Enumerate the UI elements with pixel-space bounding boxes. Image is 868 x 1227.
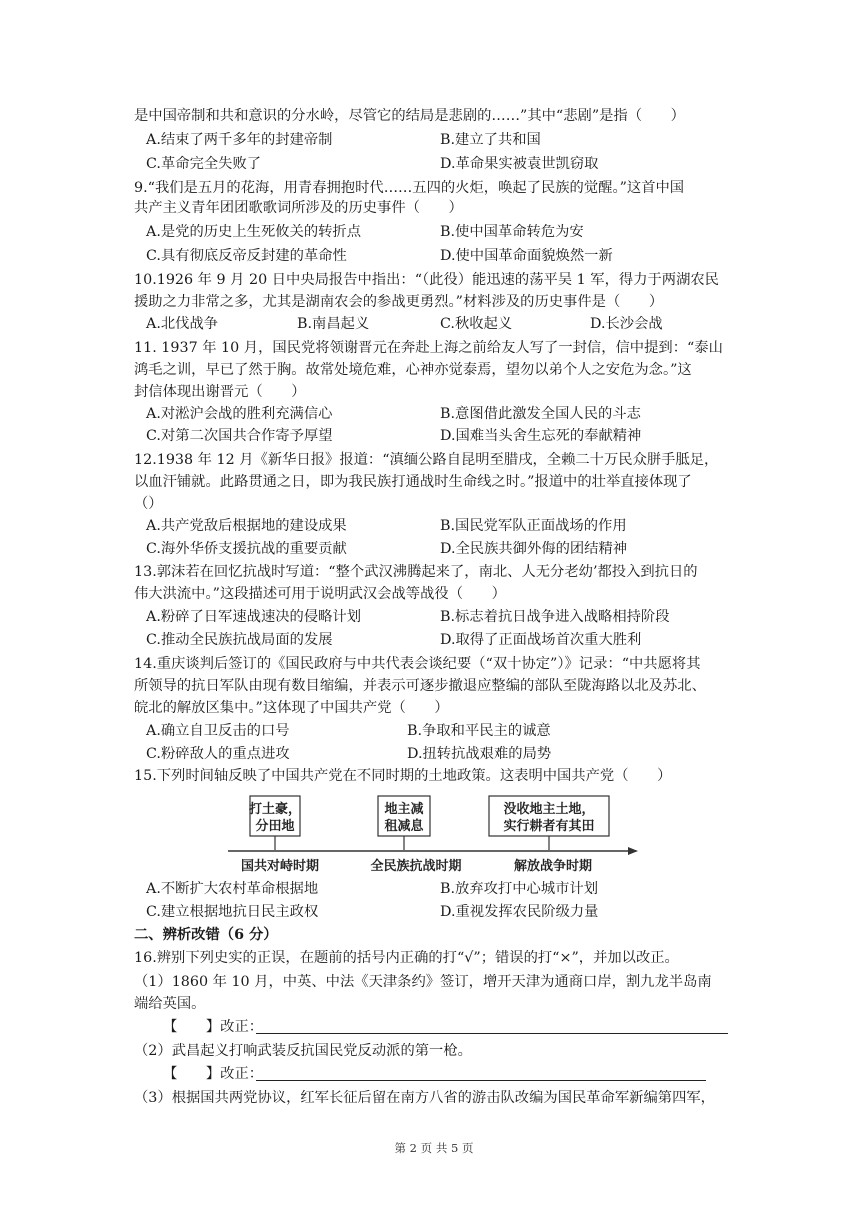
q12-option-a: A.共产党敌后根据地的建设成果 — [146, 518, 347, 534]
q11-option-d: D.国难当头舍生忘死的奉献精神 — [440, 428, 642, 444]
timeline-box-1-line-1: 打土豪， — [248, 802, 302, 817]
q16-2-answer-line[interactable] — [256, 1080, 706, 1081]
q11-option-c: C.对第二次国共合作寄予厚望 — [146, 428, 333, 444]
q9-stem-1: 9.“我们是五月的花海，用青春拥抱时代……五四的火炬，唤起了民族的觉醒。”这首中国 — [134, 180, 685, 196]
q16-2-answer-label: 【 】改正： — [163, 1066, 264, 1082]
page-footer: 第 2 页 共 5 页 — [394, 1141, 474, 1155]
section-2-heading: 二、辨析改错（6 分） — [134, 927, 278, 943]
q11-stem-3: 封信体现出谢晋元（ ） — [134, 384, 306, 400]
q10-option-c: C.秋收起义 — [440, 316, 513, 332]
q15-stem: 15.下列时间轴反映了中国共产党在不同时期的土地政策。这表明中国共产党（ ） — [134, 768, 672, 784]
q8-option-a: A.结束了两千多年的封建帝制 — [146, 132, 333, 148]
q15-option-d: D.重视发挥农民阶级力量 — [440, 904, 599, 920]
q12-option-d: D.全民族共御外侮的团结精神 — [440, 541, 628, 557]
q13-option-c: C.推动全民族抗战局面的发展 — [146, 632, 333, 648]
q13-stem-2: 伟大洪流中。”这段描述可用于说明武汉会战等战役（ ） — [134, 586, 506, 602]
q16-2-stem: （2）武昌起义打响武装反抗国民党反动派的第一枪。 — [134, 1043, 472, 1059]
q11-option-a: A.对淞沪会战的胜利充满信心 — [146, 406, 333, 422]
q14-stem-2: 所领导的抗日军队由现有数目缩编，并表示可逐步撤退应整编的部队至陇海路以北及苏北、 — [134, 678, 706, 694]
q9-stem-2: 共产主义青年团团歌歌词所涉及的历史事件（ ） — [134, 200, 463, 216]
q8-option-b: B.建立了共和国 — [440, 132, 541, 148]
q13-option-d: D.取得了正面战场首次重大胜利 — [440, 632, 642, 648]
q16-3-stem: （3）根据国共两党协议，红军长征后留在南方八省的游击队改编为国民革命军新编第四军， — [134, 1090, 715, 1106]
q11-stem-1: 11. 1937 年 10 月，国民党将领谢晋元在奔赴上海之前给友人写了一封信，信中提到：“泰山 — [134, 340, 723, 356]
q10-stem-1: 10.1926 年 9 月 20 日中央局报告中指出：“（此役）能迅速的荡平吴 1 军，得力于两湖农民 — [134, 272, 719, 288]
q10-option-b: B.南昌起义 — [297, 316, 370, 332]
q16-1-stem-2: 端给英国。 — [134, 996, 206, 1012]
timeline-box-3-line-1: 没收地主土地， — [503, 802, 595, 817]
q11-option-b: B.意图借此激发全国人民的斗志 — [440, 406, 641, 422]
q16-1-answer-line[interactable] — [256, 1033, 728, 1034]
q16-1-answer-label: 【 】改正： — [163, 1019, 264, 1035]
q14-option-b: B.争取和平民主的诚意 — [407, 723, 551, 739]
q12-option-b: B.国民党军队正面战场的作用 — [440, 518, 627, 534]
q10-stem-2: 援助之力非常之多，尤其是湖南农会的参战更勇烈。”材料涉及的历史事件是（ ） — [134, 294, 664, 310]
q16-1-stem-1: （1）1860 年 10 月，中英、中法《天津条约》签订，增开天津为通商口岸，割九龙半岛南 — [134, 974, 712, 990]
q10-option-d: D.长沙会战 — [590, 316, 663, 332]
q8-option-d: D.革命果实被袁世凯窃取 — [440, 156, 599, 172]
q12-option-c: C.海外华侨支援抗战的重要贡献 — [146, 541, 347, 557]
q12-stem-3: （） — [134, 496, 163, 512]
q9-option-b: B.使中国革命转危为安 — [440, 224, 584, 240]
q14-stem-1: 14.重庆谈判后签订的《国民政府与中共代表会谈纪要（“双十协定”）》记录：“中共愿将其 — [134, 656, 701, 672]
q14-stem-3: 皖北的解放区集中。”这体现了中国共产党（ ） — [134, 700, 449, 716]
q13-option-a: A.粉碎了日军速战速决的侵略计划 — [146, 609, 362, 625]
timeline-box-3-line-2: 实行耕者有其田 — [503, 819, 595, 834]
q16-stem: 16.辨别下列史实的正误，在题前的括号内正确的打“√”；错误的打“×”，并加以改正。 — [134, 950, 679, 966]
q9-option-c: C.具有彻底反帝反封建的革命性 — [146, 248, 347, 264]
land-policy-timeline — [228, 792, 638, 877]
q15-option-b: B.放弃攻打中心城市计划 — [440, 881, 599, 897]
q8-stem: 是中国帝制和共和意识的分水岭，尽管它的结局是悲剧的……”其中“悲剧”是指（ ） — [134, 108, 685, 124]
timeline-box-2-line-1: 地主减 — [384, 802, 424, 817]
timeline-period-1: 国共对峙时期 — [240, 859, 320, 874]
q11-stem-2: 鸿毛之训，早已了然于胸。故常处境危难，心神亦觉泰焉，望勿以弟个人之安危为念。”这 — [134, 362, 692, 378]
q14-option-c: C.粉碎敌人的重点进攻 — [146, 746, 290, 762]
timeline-period-2: 全民族抗战时期 — [370, 859, 462, 874]
q12-stem-1: 12.1938 年 12 月《新华日报》报道：“滇缅公路自昆明至腊戌，全赖二十万民众胼手胝足， — [134, 452, 719, 468]
q15-option-c: C.建立根据地抗日民主政权 — [146, 904, 319, 920]
q9-option-d: D.使中国革命面貌焕然一新 — [440, 248, 613, 264]
timeline-box-2-line-2: 租减息 — [384, 819, 424, 834]
q8-option-c: C.革命完全失败了 — [146, 156, 262, 172]
q13-option-b: B.标志着抗日战争进入战略相持阶段 — [440, 609, 670, 625]
q14-option-d: D.扭转抗战艰难的局势 — [407, 746, 552, 762]
q9-option-a: A.是党的历史上生死攸关的转折点 — [146, 224, 362, 240]
q14-option-a: A.确立自卫反击的口号 — [146, 723, 290, 739]
q10-option-a: A.北伐战争 — [146, 316, 219, 332]
q12-stem-2: 以血汗铺就。此路贯通之日，即为我民族打通战时生命线之时。”报道中的壮举直接体现了 — [134, 474, 692, 490]
q13-stem-1: 13.郭沫若在回忆抗战时写道：“整个武汉沸腾起来了，南北、人无分老幼’都投入到抗日的 — [134, 564, 698, 580]
timeline-arrow-icon — [628, 847, 638, 855]
timeline-period-3: 解放战争时期 — [513, 859, 593, 874]
timeline-box-1-line-2: 分田地 — [255, 819, 295, 834]
q15-option-a: A.不断扩大农村革命根据地 — [146, 881, 319, 897]
